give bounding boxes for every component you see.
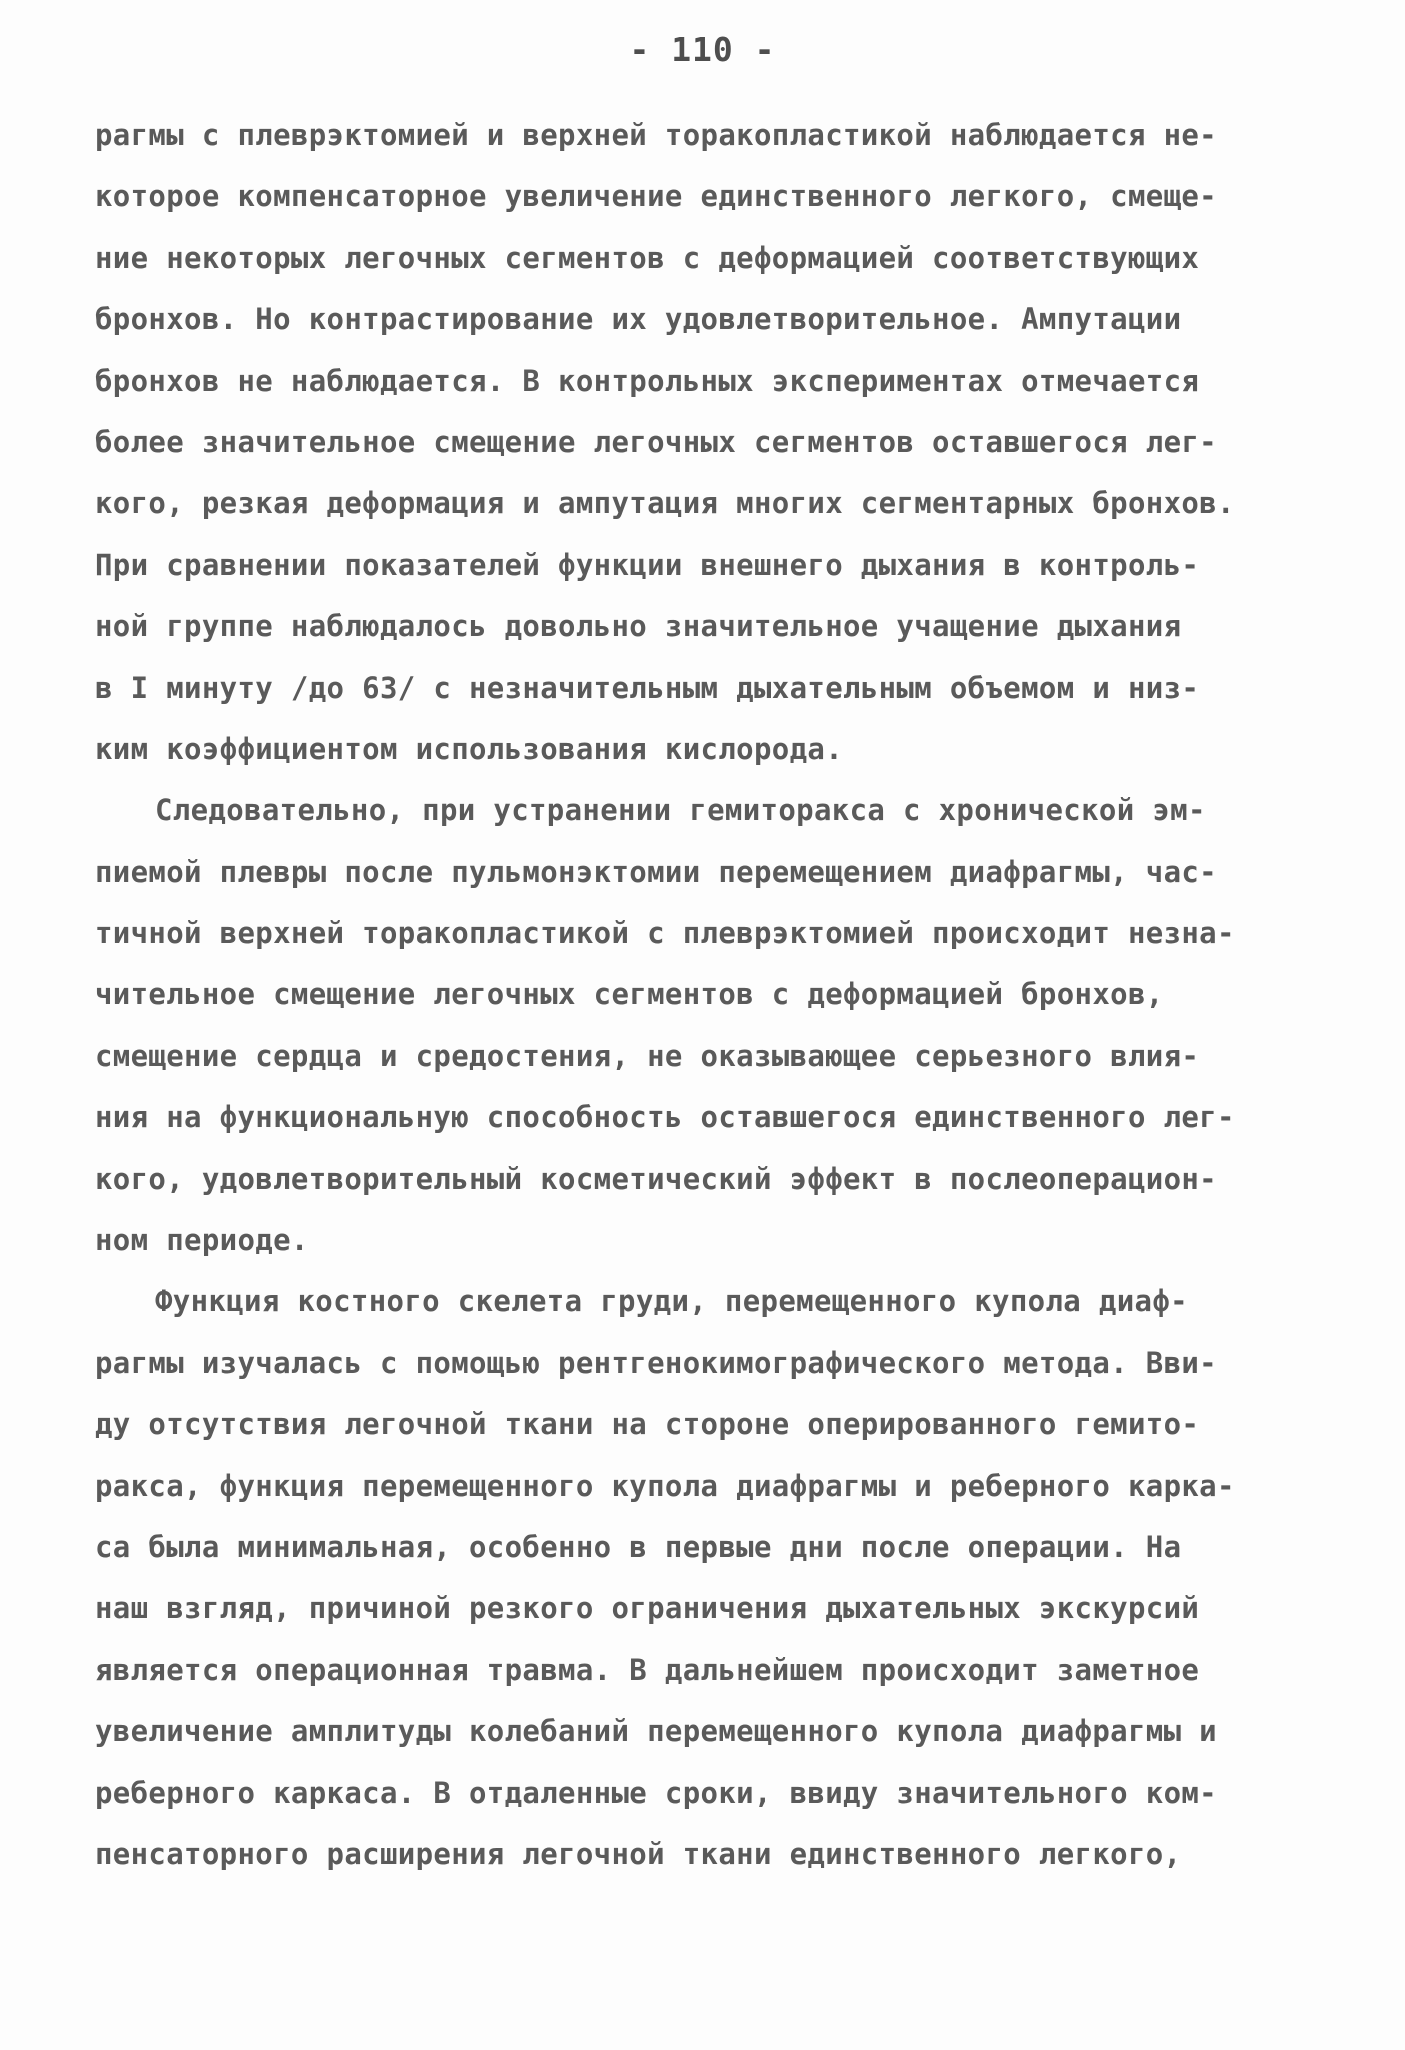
text-line: ном периоде. [95, 1223, 309, 1258]
text-line: При сравнении показателей функции внешнего дыхания в контроль- [95, 547, 1200, 582]
text-line: смещение сердца и средостения, не оказывающее серьезного влия- [95, 1038, 1200, 1073]
text-line: более значительное смещение легочных сегментов оставшегося лег- [95, 424, 1217, 459]
paragraph-start-line: Следовательно, при устранении гемиторакса с хронической эм- [155, 793, 1206, 828]
text-line: тичной верхней торакопластикой с плеврэктомией происходит незна- [95, 916, 1235, 951]
text-line: ду отсутствия легочной ткани на стороне оперированного гемито- [95, 1407, 1200, 1442]
body-text [95, 105, 1335, 1885]
text-line: ние некоторых легочных сегментов с деформацией соответствующих [95, 240, 1200, 275]
text-line: бронхов не наблюдается. В контрольных экспериментах отмечается [95, 363, 1200, 398]
text-line: рагмы с плеврэктомией и верхней торакопластикой наблюдается не- [95, 118, 1217, 152]
text-line: которое компенсаторное увеличение единственного легкого, смеще- [95, 179, 1217, 214]
text-line: увеличение амплитуды колебаний перемещенного купола диафрагмы и [95, 1714, 1217, 1749]
text-line: чительное смещение легочных сегментов с деформацией бронхов, [95, 977, 1164, 1012]
text-line: ким коэффициентом использования кислорода. [95, 731, 843, 766]
text-line: ракса, функция перемещенного купола диафрагмы и реберного карка- [95, 1468, 1235, 1503]
paragraph-start-line: Функция костного скелета груди, перемещенного купола диаф- [155, 1284, 1188, 1319]
text-line: наш взгляд, причиной резкого ограничения дыхательных экскурсий [95, 1591, 1200, 1626]
text-line: является операционная травма. В дальнейшем происходит заметное [95, 1652, 1200, 1687]
page-number: - 110 - [629, 30, 776, 69]
text-line: пиемой плевры после пульмонэктомии перемещением диафрагмы, час- [95, 854, 1217, 889]
text-line: рагмы изучалась с помощью рентгенокимографического метода. Вви- [95, 1345, 1217, 1380]
text-line: кого, резкая деформация и ампутация многих сегментарных бронхов. [95, 486, 1235, 521]
text-line: бронхов. Но контрастирование их удовлетворительное. Ампутации [95, 302, 1182, 337]
text-line: пенсаторного расширения легочной ткани единственного легкого, [95, 1836, 1182, 1871]
text-line: реберного каркаса. В отдаленные сроки, ввиду значительного ком- [95, 1775, 1217, 1810]
text-line: ния на функциональную способность оставшегося единственного лег- [95, 1100, 1235, 1135]
text-line: са была минимальная, особенно в первые дни после операции. На [95, 1529, 1182, 1564]
text-line: кого, удовлетворительный косметический эффект в послеоперацион- [95, 1161, 1217, 1196]
text-line: в I минуту /до 63/ с незначительным дыхательным объемом и низ- [95, 670, 1200, 705]
text-line: ной группе наблюдалось довольно значительное учащение дыхания [95, 609, 1182, 644]
